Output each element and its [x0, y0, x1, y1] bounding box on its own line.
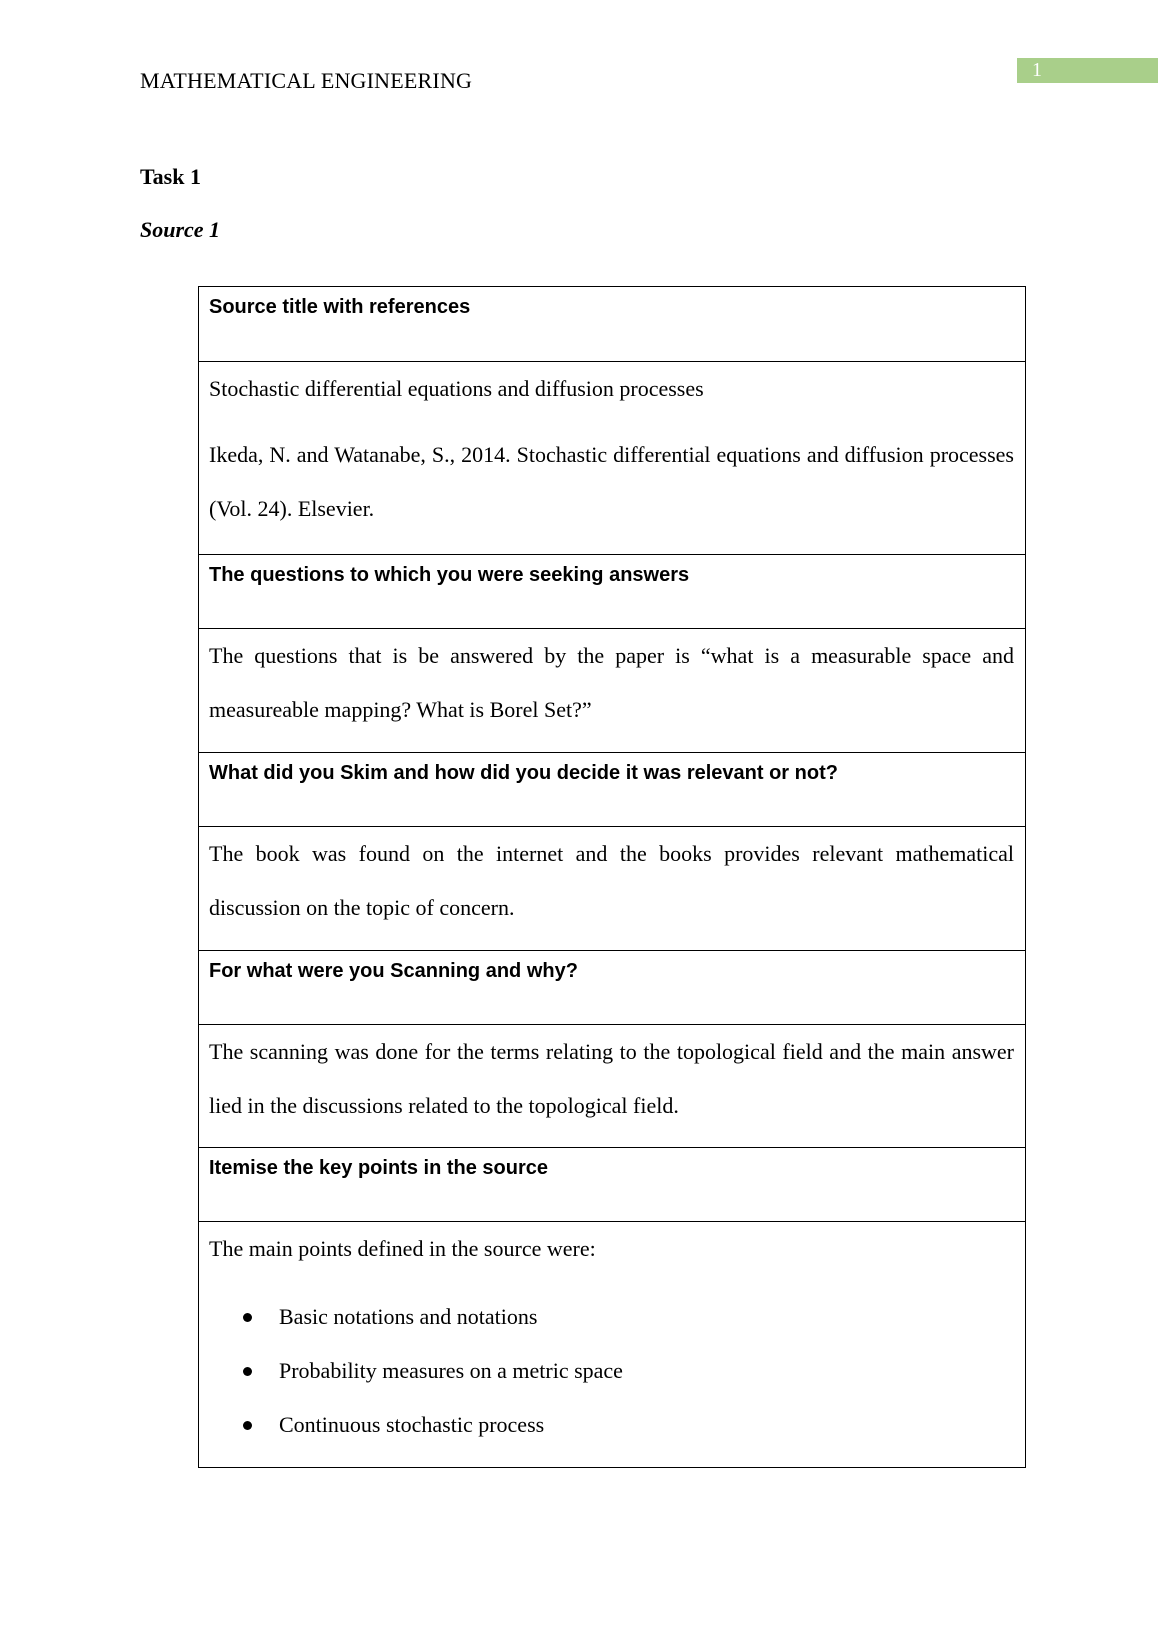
scan-answer: The scanning was done for the terms relating to the topological field and the main answer lied in the discussions related to the topological field. [209, 1039, 1014, 1118]
list-item [209, 1290, 1014, 1344]
table-row-source-title-header [199, 287, 1025, 361]
page-number: 1 [1032, 59, 1042, 81]
key-points-list [209, 1290, 1014, 1452]
skim-header: What did you Skim and how did you decide it was relevant or not? [209, 762, 838, 784]
key-points-intro: The main points defined in the source were: [209, 1236, 596, 1261]
source-title-header: Source title with references [209, 296, 471, 318]
header-title: MATHEMATICAL ENGINEERING [140, 68, 473, 93]
questions-answer: The questions that is be answered by the paper is “what is a measurable space and measureable mapping? What is Borel Set?” [209, 643, 1014, 722]
scan-header: For what were you Scanning and why? [209, 960, 578, 982]
page-number-badge [1017, 58, 1158, 83]
key-point-text: Probability measures on a metric space [279, 1358, 623, 1383]
table-row-skim-header [199, 752, 1025, 826]
bullet-icon [243, 1313, 252, 1322]
source-table [198, 286, 1026, 1468]
table-row-skim-answer [199, 826, 1025, 950]
bullet-icon [243, 1421, 252, 1430]
reference-text: Ikeda, N. and Watanabe, S., 2014. Stochastic differential equations and diffusion processes (Vol. 24). Elsevier. [209, 442, 1014, 521]
table-row-questions-header [199, 554, 1025, 628]
table-row-questions-answer [199, 628, 1025, 752]
list-item [209, 1344, 1014, 1398]
skim-answer: The book was found on the internet and the books provides relevant mathematical discussion on the topic of concern. [209, 841, 1014, 920]
table-row-scan-answer [199, 1024, 1025, 1147]
table-row-scan-header [199, 950, 1025, 1024]
table-row-key-points-header [199, 1147, 1025, 1221]
task-heading: Task 1 [140, 164, 201, 189]
source-heading: Source 1 [140, 217, 221, 242]
table-row-reference [199, 361, 1025, 554]
source-title: Stochastic differential equations and diffusion processes [209, 376, 704, 401]
table-row-key-points [199, 1221, 1025, 1467]
key-point-text: Continuous stochastic process [279, 1412, 545, 1437]
key-points-header: Itemise the key points in the source [209, 1157, 548, 1179]
list-item [209, 1398, 1014, 1452]
questions-header: The questions to which you were seeking answers [209, 564, 690, 586]
bullet-icon [243, 1367, 252, 1376]
key-point-text: Basic notations and notations [279, 1304, 538, 1329]
